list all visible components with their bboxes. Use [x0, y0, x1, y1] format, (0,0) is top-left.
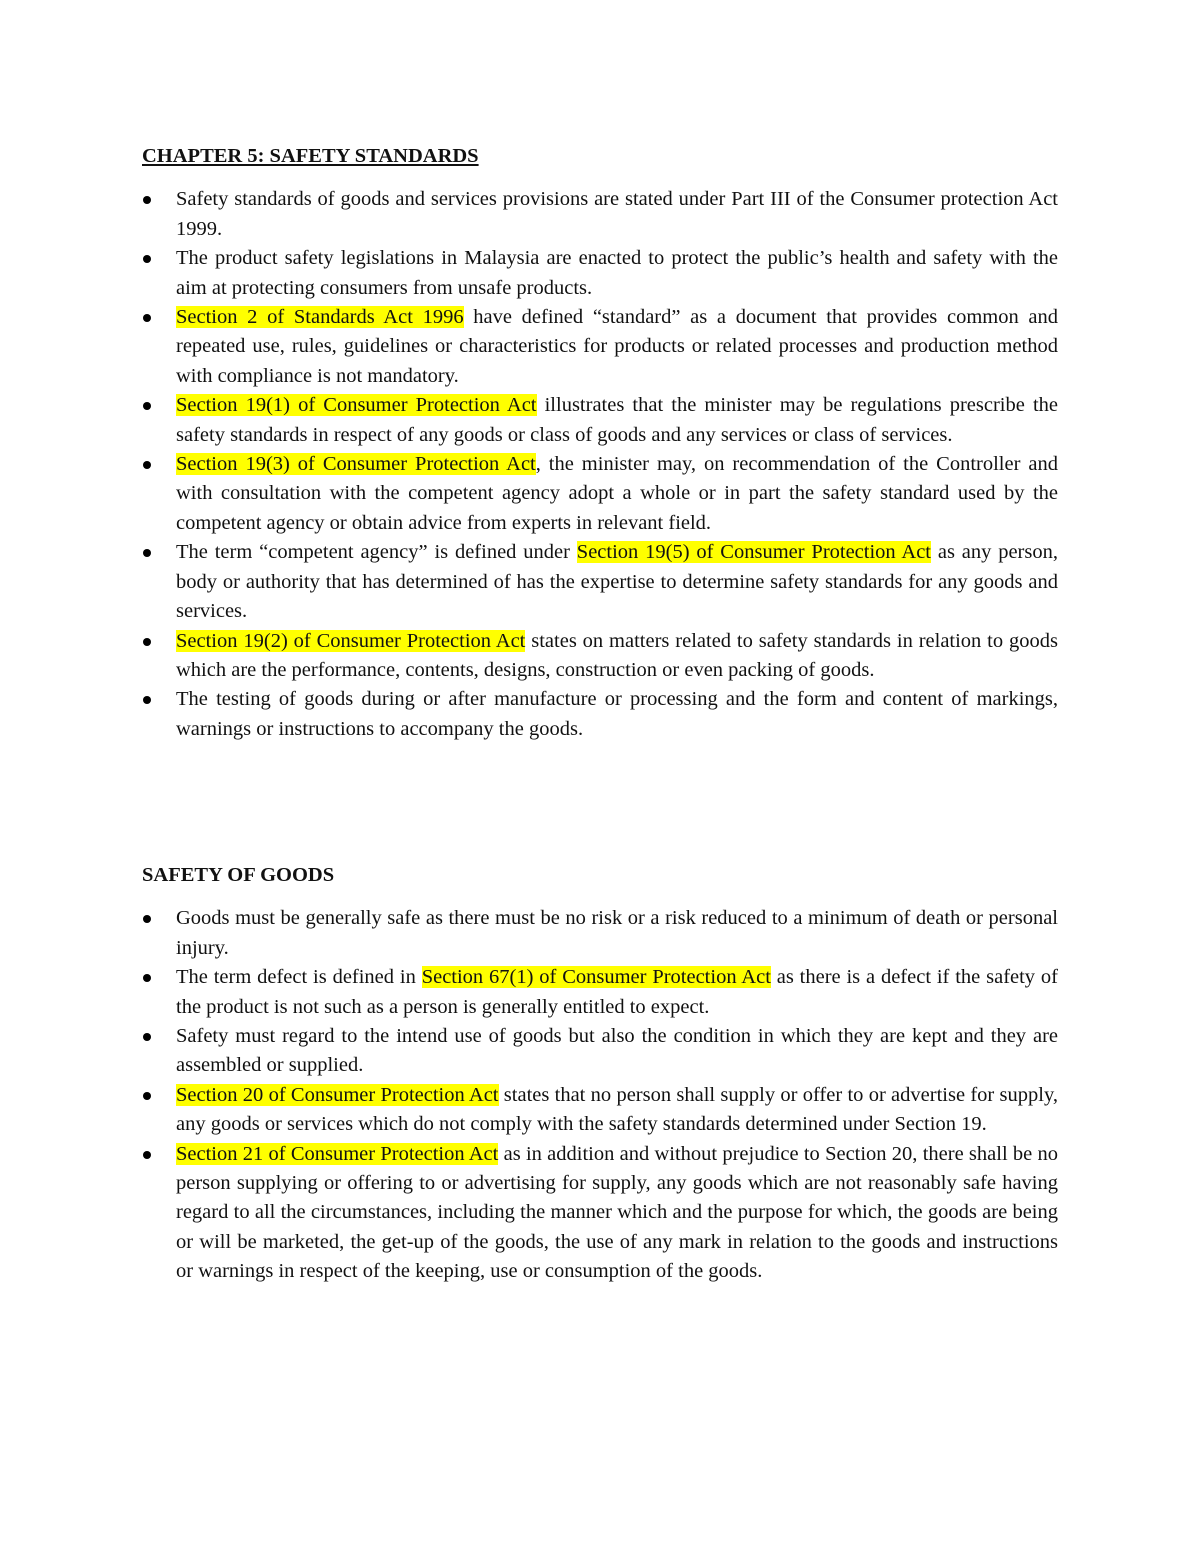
- highlighted-citation: Section 21 of Consumer Protection Act: [176, 1142, 499, 1165]
- bullet-list: [142, 904, 1058, 1286]
- chapter-heading: CHAPTER 5: SAFETY STANDARDS: [142, 145, 479, 167]
- list-item: Section 20 of Consumer Protection Act states that no person shall supply or offer to or advertise for supply, any goods or services which do not comply with the safety standards determined under Section 19.: [142, 1081, 1058, 1140]
- list-item: Section 19(1) of Consumer Protection Act illustrates that the minister may be regulations prescribe the safety standards in respect of any goods or class of goods and any services or class of services.: [142, 391, 1058, 450]
- list-item: Safety standards of goods and services provisions are stated under Part III of the Consumer protection Act 1999.: [142, 185, 1058, 244]
- list-item: The product safety legislations in Malaysia are enacted to protect the public’s health and safety with the aim at protecting consumers from unsafe products.: [142, 244, 1058, 303]
- list-item: Section 2 of Standards Act 1996 have defined “standard” as a document that provides common and repeated use, rules, guidelines or characteristics for products or related processes and production method with compliance is not mandatory.: [142, 303, 1058, 391]
- bullet-icon: [143, 1092, 151, 1100]
- section-safety-standards: [142, 142, 1058, 744]
- bullet-icon: [143, 1033, 151, 1041]
- bullet-icon: [143, 461, 151, 469]
- section-safety-of-goods: [142, 861, 1058, 1287]
- bullet-icon: [143, 696, 151, 704]
- highlighted-citation: Section 19(5) of Consumer Protection Act: [576, 541, 931, 564]
- list-item: Section 21 of Consumer Protection Act as in addition and without prejudice to Section 20, there shall be no person supplying or offering to or advertising for supply, any goods which are not reasonably safe having regard to all the circumstances, including the manner which and the purpose for which, the goods are being or will be marketed, the get-up of the goods, the use of any mark in relation to the goods and instructions or warnings in respect of the keeping, use or consumption of the goods.: [142, 1140, 1058, 1287]
- list-item: The testing of goods during or after manufacture or processing and the form and content of markings, warnings or instructions to accompany the goods.: [142, 685, 1058, 744]
- highlighted-citation: Section 2 of Standards Act 1996: [176, 306, 464, 329]
- highlighted-citation: Section 20 of Consumer Protection Act: [176, 1083, 499, 1106]
- bullet-icon: [143, 255, 151, 263]
- list-item: Safety must regard to the intend use of goods but also the condition in which they are kept and they are assembled or supplied.: [142, 1022, 1058, 1081]
- bullet-icon: [143, 314, 151, 322]
- list-item: Section 19(3) of Consumer Protection Act, the minister may, on recommendation of the Controller and with consultation with the competent agency adopt a whole or in part the safety standard used by the competent agency or obtain advice from experts in relevant field.: [142, 450, 1058, 538]
- list-item: The term “competent agency” is defined under Section 19(5) of Consumer Protection Act as any person, body or authority that has determined of has the expertise to determine safety standards for any goods and services.: [142, 538, 1058, 626]
- bullet-icon: [143, 974, 151, 982]
- list-item: Section 19(2) of Consumer Protection Act states on matters related to safety standards in relation to goods which are the performance, contents, designs, construction or even packing of goods.: [142, 627, 1058, 686]
- list-item: Goods must be generally safe as there must be no risk or a risk reduced to a minimum of death or personal injury.: [142, 904, 1058, 963]
- bullet-icon: [143, 196, 151, 204]
- section-heading: SAFETY OF GOODS: [142, 864, 335, 886]
- list-item: The term defect is defined in Section 67(1) of Consumer Protection Act as there is a defect if the safety of the product is not such as a person is generally entitled to expect.: [142, 963, 1058, 1022]
- bullet-icon: [143, 915, 151, 923]
- bullet-icon: [143, 402, 151, 410]
- bullet-icon: [143, 1151, 151, 1159]
- highlighted-citation: Section 19(2) of Consumer Protection Act: [176, 629, 526, 652]
- highlighted-citation: Section 19(1) of Consumer Protection Act: [176, 394, 537, 417]
- bullet-icon: [143, 638, 151, 646]
- bullet-list: [142, 185, 1058, 744]
- highlighted-citation: Section 19(3) of Consumer Protection Act: [176, 453, 536, 476]
- highlighted-citation: Section 67(1) of Consumer Protection Act: [421, 966, 771, 989]
- bullet-icon: [143, 549, 151, 557]
